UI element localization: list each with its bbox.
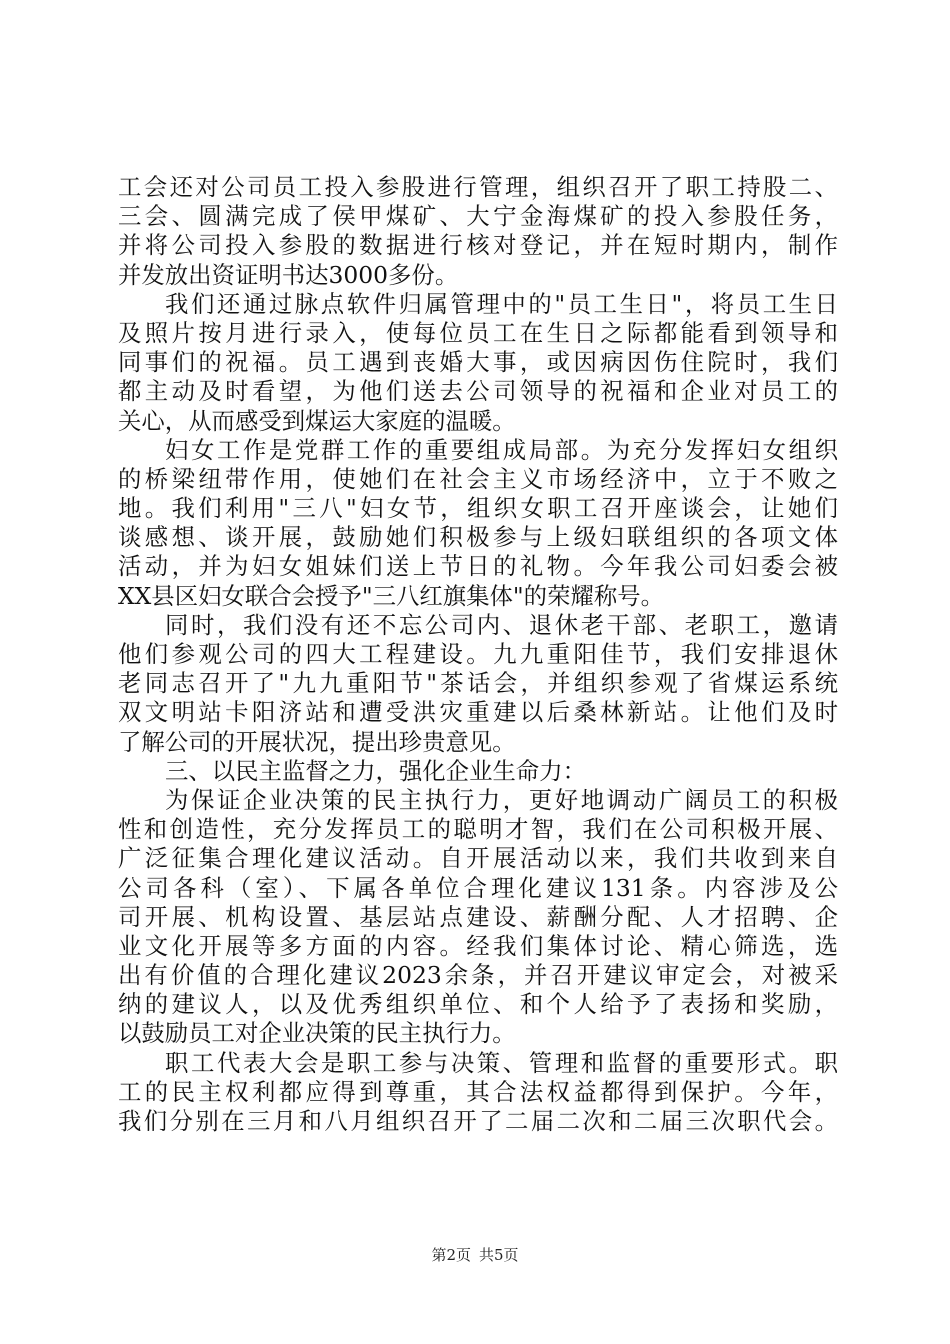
text-line: 纳的建议人，以及优秀组织单位、和个人给予了表扬和奖励， xyxy=(118,990,838,1019)
page-total: 共5页 xyxy=(479,1246,519,1264)
text-line: 并将公司投入参股的数据进行核对登记，并在短时期内，制作 xyxy=(118,231,838,260)
text-line: XX县区妇女联合会授予"三八红旗集体"的荣耀称号。 xyxy=(118,581,665,610)
text-line: 性和创造性，充分发挥员工的聪明才智，我们在公司积极开展、 xyxy=(118,815,838,844)
text-line: 双文明站卡阳济站和遭受洪灾重建以后桑林新站。让他们及时 xyxy=(118,698,838,727)
text-line: 活动，并为妇女姐妹们送上节日的礼物。今年我公司妇委会被 xyxy=(118,552,838,581)
text-line: 公司各科（室）、下属各单位合理化建议131条。内容涉及公 xyxy=(118,873,838,902)
text-line: 我们还通过脉点软件归属管理中的"员工生日"，将员工生日 xyxy=(165,289,838,318)
text-line: 工会还对公司员工投入参股进行管理，组织召开了职工持股二、 xyxy=(118,173,838,201)
text-line: 职工代表大会是职工参与决策、管理和监督的重要形式。职 xyxy=(165,1048,838,1077)
text-line: 同时，我们没有还不忘公司内、退休老干部、老职工，邀请 xyxy=(165,610,838,639)
text-line: 工的民主权利都应得到尊重，其合法权益都得到保护。今年， xyxy=(118,1077,838,1106)
text-line: 我们分别在三月和八月组织召开了二届二次和二届三次职代会。 xyxy=(118,1107,838,1135)
text-line: 他们参观公司的四大工程建设。九九重阳佳节，我们安排退休 xyxy=(118,640,838,668)
text-line: 关心，从而感受到煤运大家庭的温暖。 xyxy=(118,406,516,435)
text-line: 谈感想、谈开展，鼓励她们积极参与上级妇联组织的各项文体 xyxy=(118,523,838,552)
text-line: 业文化开展等多方面的内容。经我们集体讨论、精心筛选，选 xyxy=(118,931,838,960)
text-line: 司开展、机构设置、基层站点建设、薪酬分配、人才招聘、企 xyxy=(118,902,838,931)
document-body xyxy=(118,173,838,1136)
text-line: 广泛征集合理化建议活动。自开展活动以来，我们共收到来自 xyxy=(118,844,838,873)
text-line: 了解公司的开展状况，提出珍贵意见。 xyxy=(118,727,516,756)
text-line: 以鼓励员工对企业决策的民主执行力。 xyxy=(118,1019,516,1048)
text-line: 地。我们利用"三八"妇女节，组织女职工召开座谈会，让她们 xyxy=(118,494,838,523)
text-line: 三会、圆满完成了侯甲煤矿、大宁金海煤矿的投入参股任务， xyxy=(118,202,838,231)
text-line: 妇女工作是党群工作的重要组成局部。为充分发挥妇女组织 xyxy=(165,435,838,464)
text-line: 的桥梁纽带作用，使她们在社会主义市场经济中，立于不败之 xyxy=(118,464,838,493)
text-line: 老同志召开了"九九重阳节"茶话会，并组织参观了省煤运系统 xyxy=(118,669,838,698)
page-number: 第2页 xyxy=(431,1246,471,1264)
text-line: 三、以民主监督之力，强化企业生命力： xyxy=(165,756,587,785)
text-line: 并发放出资证明书达3000多份。 xyxy=(118,260,459,289)
text-line: 出有价值的合理化建议2023余条，并召开建议审定会，对被采 xyxy=(118,961,838,990)
text-line: 及照片按月进行录入，使每位员工在生日之际都能看到领导和 xyxy=(118,318,838,347)
page-footer xyxy=(0,1244,950,1265)
text-line: 同事们的祝福。员工遇到丧婚大事，或因病因伤住院时，我们 xyxy=(118,348,838,377)
text-line: 都主动及时看望，为他们送去公司领导的祝福和企业对员工的 xyxy=(118,377,838,406)
text-line: 为保证企业决策的民主执行力，更好地调动广阔员工的积极 xyxy=(165,785,838,814)
